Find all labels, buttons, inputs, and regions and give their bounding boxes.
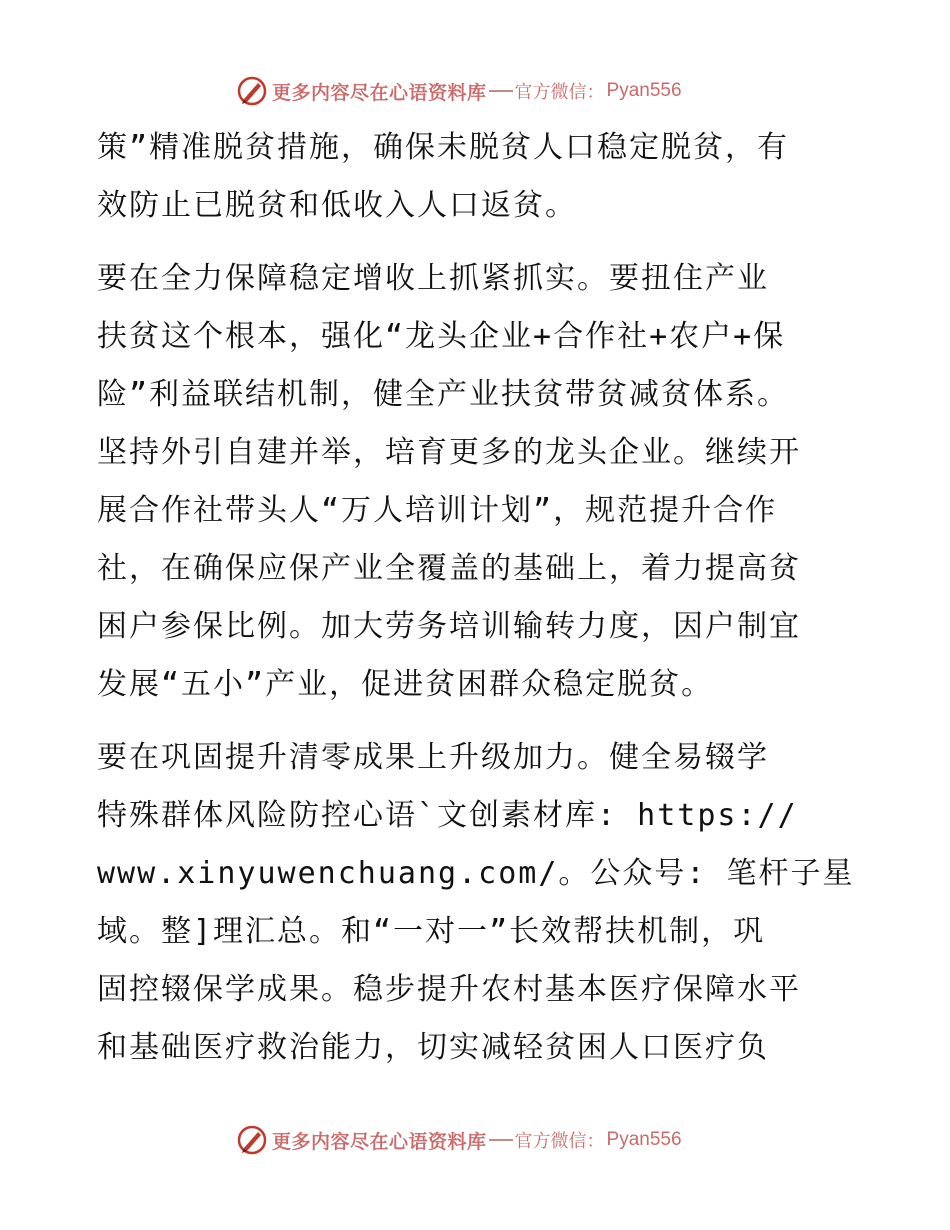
text-line: 策”精准脱贫措施，确保未脱贫人口稳定脱贫，有 bbox=[97, 130, 790, 165]
text-line: 坚持外引自建并举，培育更多的龙头企业。继续开 bbox=[97, 435, 801, 470]
banner-label: 官方微信： bbox=[514, 82, 605, 103]
text-line: 固控辍保学成果。稳步提升农村基本医疗保障水平 bbox=[97, 972, 801, 1007]
text-line: 困户参保比例。加大劳务培训输转力度，因户制宜 bbox=[97, 609, 801, 644]
footer-banner bbox=[236, 1123, 682, 1157]
text-line: 要在巩固提升清零成果上升级加力。健全易辍学 bbox=[97, 740, 769, 775]
text-line: 特殊群体风险防控心语`文创素材库: https:// bbox=[97, 798, 798, 833]
text-line: 扶贫这个根本，强化“龙头企业+合作社+农户+保 bbox=[97, 319, 786, 354]
text-line: 域。整]理汇总。和“一对一”长效帮扶机制，巩 bbox=[97, 914, 766, 949]
banner-id: Pyan556 bbox=[606, 80, 682, 101]
banner-id: Pyan556 bbox=[606, 1129, 682, 1150]
banner-text: 更多内容尽在心语资料库 bbox=[272, 1130, 487, 1153]
banner-label: 官方微信： bbox=[514, 1131, 605, 1152]
banner-dash bbox=[489, 90, 513, 92]
text-line: 展合作社带头人“万人培训计划”，规范提升合作 bbox=[97, 493, 778, 528]
banner-dash bbox=[489, 1139, 513, 1141]
header-banner bbox=[236, 74, 682, 108]
text-line: 和基础医疗救治能力，切实减轻贫困人口医疗负 bbox=[97, 1030, 769, 1065]
text-line: 效防止已脱贫和低收入人口返贫。 bbox=[97, 188, 577, 223]
document-body bbox=[97, 119, 857, 1077]
text-line: 发展“五小”产业，促进贫困群众稳定脱贫。 bbox=[97, 667, 714, 702]
text-line: 社，在确保应保产业全覆盖的基础上，着力提高贫 bbox=[97, 551, 801, 586]
text-line: 险”利益联结机制，健全产业扶贫带贫减贫体系。 bbox=[97, 377, 790, 412]
text-line: www.xinyuwenchuang.com/。公众号: 笔杆子星 bbox=[97, 856, 855, 891]
pen-logo-icon bbox=[236, 75, 268, 107]
banner-text: 更多内容尽在心语资料库 bbox=[272, 81, 487, 104]
paragraph bbox=[97, 729, 857, 1077]
paragraph bbox=[97, 250, 857, 714]
pen-logo-icon bbox=[236, 1124, 268, 1156]
paragraph bbox=[97, 119, 857, 235]
text-line: 要在全力保障稳定增收上抓紧抓实。要扭住产业 bbox=[97, 261, 769, 296]
